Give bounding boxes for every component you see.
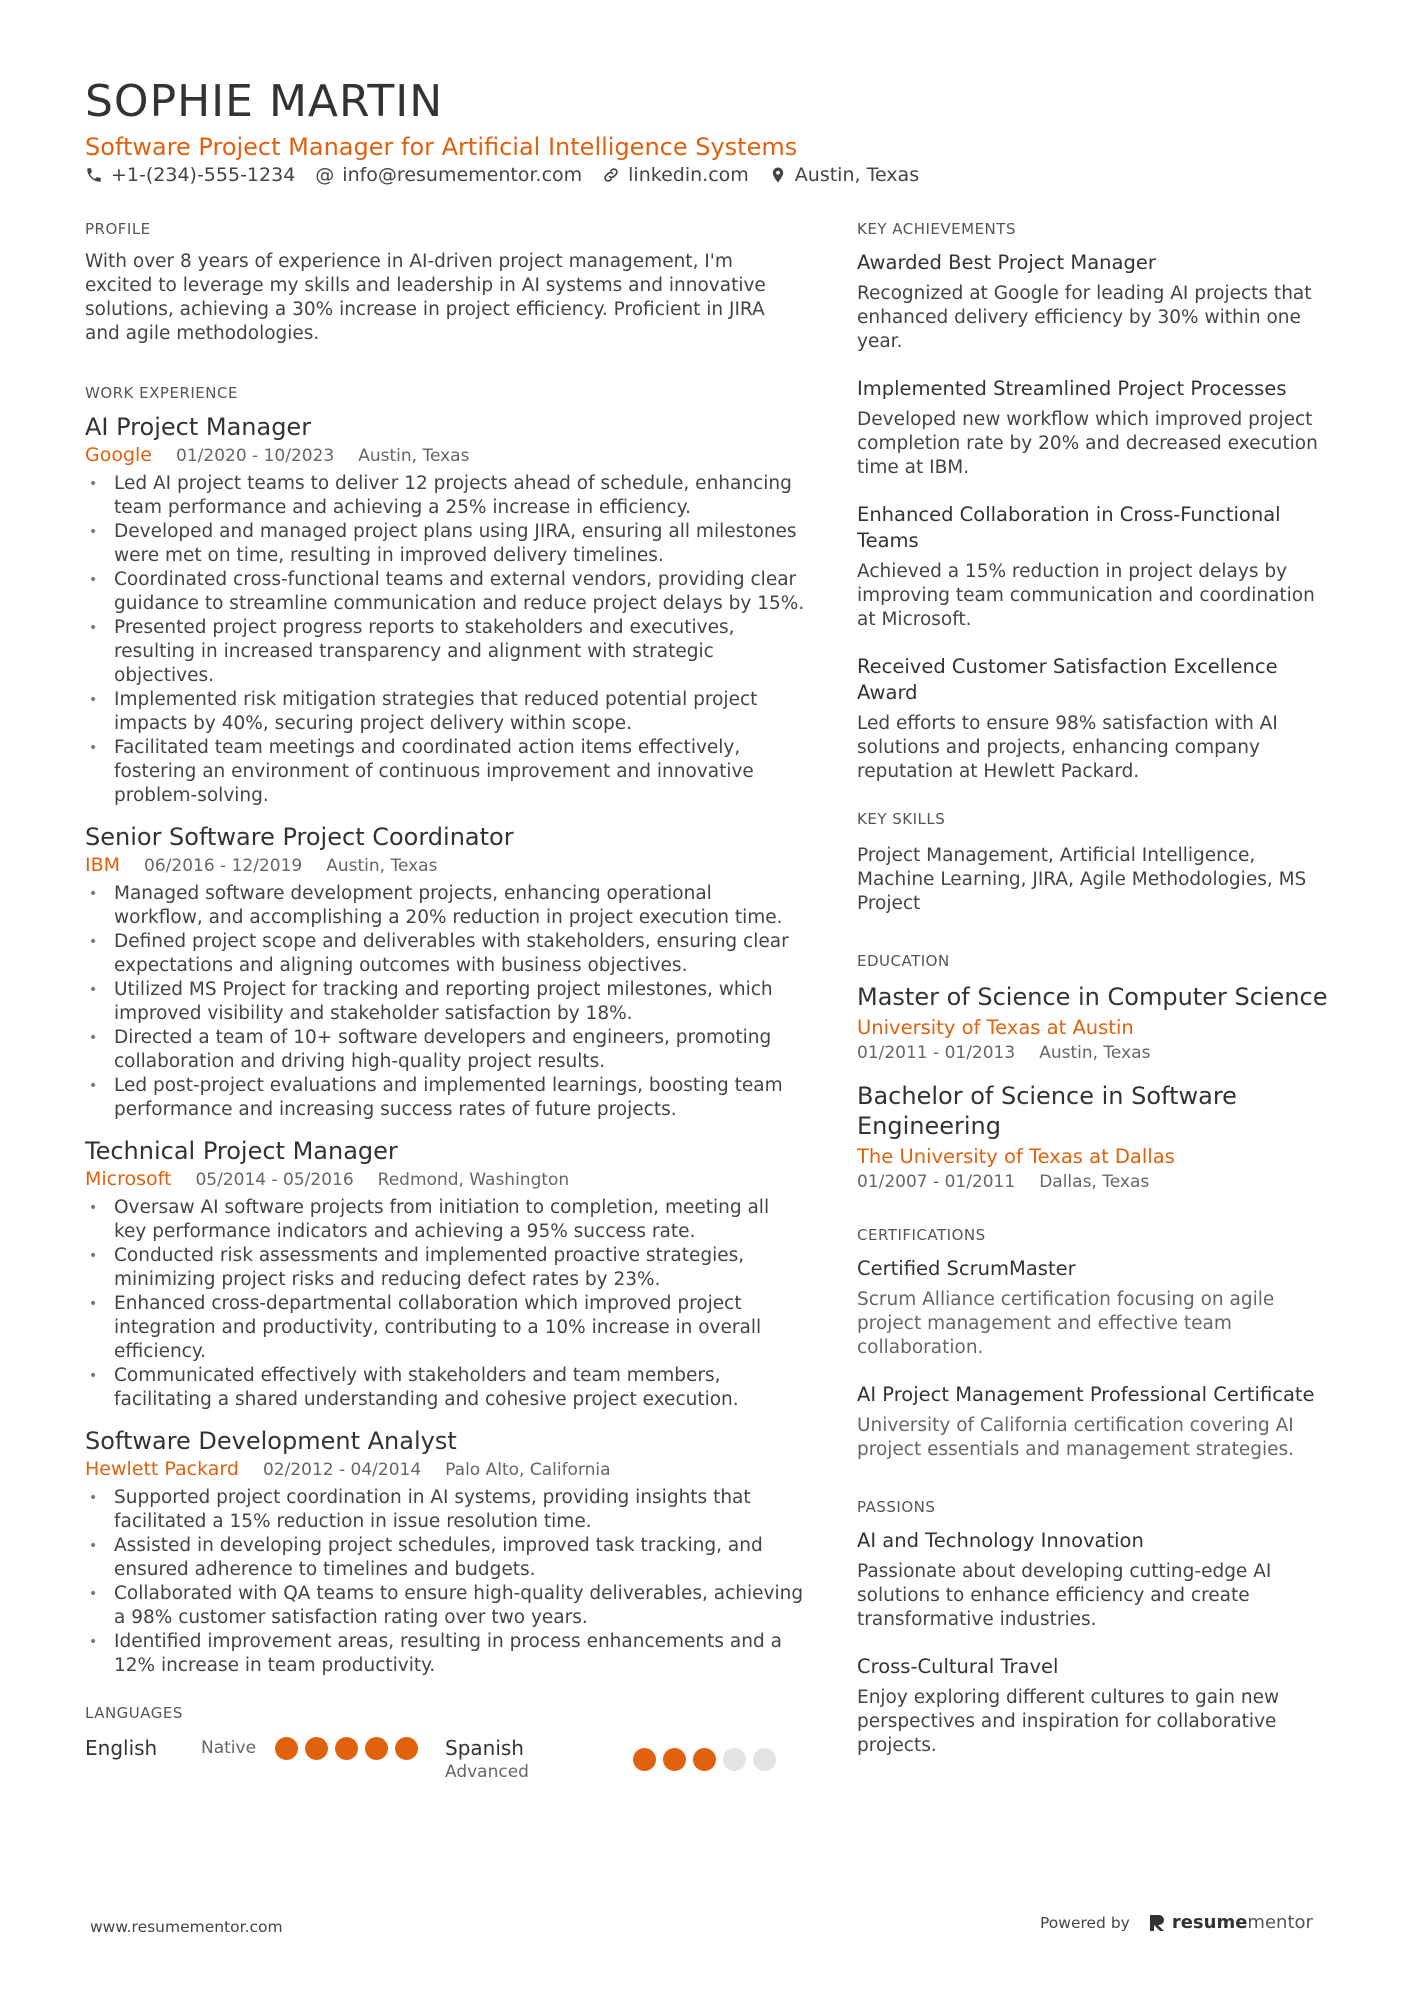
- passion-item: [857, 1528, 1337, 1632]
- link-icon: [602, 166, 620, 184]
- job-dates: 06/2016 - 12/2019: [144, 856, 303, 876]
- school-name: The University of Texas at Dallas: [857, 1145, 1175, 1168]
- company-name: Microsoft: [85, 1168, 172, 1190]
- job-entry: [85, 1426, 805, 1678]
- passions-section: [857, 1498, 1337, 1758]
- brand-bold: resume: [1171, 1912, 1248, 1933]
- achievement-item: [857, 376, 1337, 480]
- company-name: Google: [85, 444, 153, 466]
- job-title: AI Project Manager: [85, 413, 312, 441]
- language-rating: [633, 1748, 776, 1771]
- bullet-item: • Led AI project teams to deliver 12 projects ahead of schedule, enhancing team performance and achieving a 25% increase in efficiency.: [85, 472, 805, 520]
- job-location: Redmond, Washington: [377, 1170, 570, 1190]
- certification-item: [857, 1256, 1337, 1360]
- education-meta: [857, 1172, 1337, 1192]
- job-meta: [85, 444, 805, 466]
- language-name: English: [85, 1736, 158, 1760]
- degree-title: Bachelor of Science in Software Engineering: [857, 1082, 1237, 1140]
- bullet-item: • Supported project coordination in AI systems, providing insights that facilitated a 15% reduction in issue resolution time.: [85, 1486, 805, 1534]
- education-item: [857, 982, 1337, 1063]
- achievement-item: [857, 654, 1337, 784]
- degree-title: Master of Science in Computer Science: [857, 983, 1328, 1011]
- job-title: Technical Project Manager: [85, 1137, 398, 1165]
- bullet-item: • Developed and managed project plans using JIRA, ensuring all milestones were met on time, resulting in improved delivery timelines.: [85, 520, 805, 568]
- skills-text: Project Management, Artificial Intelligence, Machine Learning, JIRA, Agile Methodologies, MS Project: [857, 845, 1307, 914]
- job-dates: 02/2012 - 04/2014: [262, 1460, 422, 1480]
- bullet-item: • Assisted in developing project schedules, improved task tracking, and ensured adherence to timelines and budgets.: [85, 1534, 805, 1582]
- section-title: WORK EXPERIENCE: [85, 384, 238, 402]
- section-title: CERTIFICATIONS: [857, 1226, 986, 1244]
- left-column: [85, 220, 805, 1816]
- section-title: PROFILE: [85, 220, 151, 238]
- company-name: IBM: [85, 854, 121, 876]
- achievements-section: [857, 220, 1337, 784]
- linkedin-text[interactable]: linkedin.com: [628, 164, 749, 186]
- job-location: Austin, Texas: [358, 446, 470, 466]
- skills-section: [857, 810, 1337, 916]
- rating-dot: [693, 1748, 716, 1771]
- rating-dot: [753, 1748, 776, 1771]
- job-subtitle: Software Project Manager for Artificial Intelligence Systems: [85, 133, 798, 161]
- education-location: Dallas, Texas: [1039, 1172, 1150, 1192]
- bullet-item: • Identified improvement areas, resulting in process enhancements and a 12% increase in team productivity.: [85, 1630, 805, 1678]
- bullet-item: • Enhanced cross-departmental collaboration which improved project integration and productivity, contributing to a 10% increase in overall efficiency.: [85, 1292, 805, 1364]
- languages-section: [85, 1704, 805, 1782]
- language-rating: [275, 1737, 418, 1760]
- bullet-item: • Utilized MS Project for tracking and reporting project milestones, which improved visibility and stakeholder satisfaction by 18%.: [85, 978, 805, 1026]
- bullet-item: • Facilitated team meetings and coordinated action items effectively, fostering an environment of continuous improvement and innovative problem-solving.: [85, 736, 805, 808]
- location-pin-icon: [769, 166, 787, 184]
- bullet-item: • Implemented risk mitigation strategies that reduced potential project impacts by 40%, securing project delivery within scope.: [85, 688, 805, 736]
- company-name: Hewlett Packard: [85, 1458, 239, 1480]
- job-meta: [85, 854, 805, 876]
- job-meta: [85, 1168, 805, 1190]
- language-spanish: [445, 1736, 805, 1782]
- passion-desc: Passionate about developing cutting-edge AI solutions to enhance efficiency and create transformative industries.: [857, 1561, 1272, 1630]
- certification-item: [857, 1382, 1337, 1462]
- bullet-item: • Oversaw AI software projects from initiation to completion, meeting all key performance indicators and achieving a 95% success rate.: [85, 1196, 805, 1244]
- profile-text: With over 8 years of experience in AI-driven project management, I'm excited to leverage my skills and leadership in AI systems and innovative solutions, achieving a 30% increase in project efficiency. Proficient in JIRA and agile methodologies.: [85, 251, 766, 344]
- achievement-item: [857, 502, 1337, 632]
- at-icon: @: [315, 164, 335, 186]
- rating-dot: [275, 1737, 298, 1760]
- passion-desc: Enjoy exploring different cultures to gain new perspectives and inspiration for collaborative projects.: [857, 1687, 1280, 1756]
- footer-brand: [1040, 1912, 1313, 1933]
- passion-item: [857, 1654, 1337, 1758]
- powered-by-text: Powered by: [1040, 1913, 1130, 1932]
- contact-linkedin[interactable]: [602, 164, 749, 186]
- education-dates: 01/2007 - 01/2011: [857, 1172, 1016, 1192]
- rating-dot: [663, 1748, 686, 1771]
- job-bullets: [85, 1486, 805, 1678]
- passion-title: AI and Technology Innovation: [857, 1529, 1144, 1552]
- achievement-title: Received Customer Satisfaction Excellence Award: [857, 655, 1278, 704]
- language-name: Spanish: [445, 1736, 524, 1760]
- job-location: Palo Alto, California: [445, 1460, 611, 1480]
- school-name: University of Texas at Austin: [857, 1016, 1134, 1039]
- bullet-item: • Defined project scope and deliverables with stakeholders, ensuring clear expectations and aligning outcomes with business objectives.: [85, 930, 805, 978]
- education-section: [857, 952, 1337, 1192]
- education-location: Austin, Texas: [1039, 1043, 1151, 1063]
- certification-desc: Scrum Alliance certification focusing on agile project management and effective team collaboration.: [857, 1289, 1275, 1358]
- education-dates: 01/2011 - 01/2013: [857, 1043, 1016, 1063]
- certification-title: Certified ScrumMaster: [857, 1257, 1076, 1280]
- section-title: KEY SKILLS: [857, 810, 946, 828]
- language-level: Advanced: [445, 1762, 529, 1782]
- section-title: EDUCATION: [857, 952, 950, 970]
- job-bullets: [85, 882, 805, 1122]
- achievement-title: Enhanced Collaboration in Cross-Functional Teams: [857, 503, 1281, 552]
- achievement-item: [857, 250, 1337, 354]
- job-dates: 05/2014 - 05/2016: [195, 1170, 354, 1190]
- resumementor-logo-icon: [1148, 1913, 1166, 1933]
- location-text: Austin, Texas: [794, 164, 920, 186]
- certification-desc: University of California certification covering AI project essentials and management strategies.: [857, 1415, 1294, 1460]
- languages-row: [85, 1736, 805, 1782]
- passion-title: Cross-Cultural Travel: [857, 1655, 1059, 1678]
- rating-dot: [305, 1737, 328, 1760]
- job-bullets: [85, 472, 805, 808]
- education-item: [857, 1081, 1337, 1192]
- job-bullets: [85, 1196, 805, 1412]
- bullet-item: • Presented project progress reports to stakeholders and executives, resulting in increased transparency and alignment with strategic objectives.: [85, 616, 805, 688]
- rating-dot: [395, 1737, 418, 1760]
- contact-phone: [85, 164, 295, 186]
- section-title: LANGUAGES: [85, 1704, 183, 1722]
- achievement-title: Implemented Streamlined Project Processes: [857, 377, 1287, 400]
- certification-title: AI Project Management Professional Certificate: [857, 1383, 1315, 1406]
- bullet-item: • Conducted risk assessments and implemented proactive strategies, minimizing project risks and reducing defect rates by 23%.: [85, 1244, 805, 1292]
- achievement-title: Awarded Best Project Manager: [857, 251, 1156, 274]
- certifications-section: [857, 1226, 1337, 1462]
- job-entry: [85, 1136, 805, 1412]
- email-text[interactable]: info@resumementor.com: [342, 164, 583, 186]
- brand-name: [1172, 1912, 1313, 1933]
- achievement-desc: Recognized at Google for leading AI projects that enhanced delivery efficiency by 30% within one year.: [857, 283, 1312, 352]
- job-meta: [85, 1458, 805, 1480]
- brand-rest: mentor: [1247, 1912, 1313, 1933]
- contact-location: [769, 164, 919, 186]
- achievement-desc: Developed new workflow which improved project completion rate by 20% and decreased execution time at IBM.: [857, 409, 1318, 478]
- bullet-item: • Directed a team of 10+ software developers and engineers, promoting collaboration and driving high-quality project results.: [85, 1026, 805, 1074]
- bullet-item: • Led post-project evaluations and implemented learnings, boosting team performance and increasing success rates of future projects.: [85, 1074, 805, 1122]
- bullet-item: • Managed software development projects, enhancing operational workflow, and accomplishing a 20% reduction in project execution time.: [85, 882, 805, 930]
- contact-email[interactable]: [315, 164, 582, 186]
- right-column: [857, 220, 1337, 1792]
- candidate-name: SOPHIE MARTIN: [85, 76, 444, 127]
- profile-section: [85, 220, 805, 346]
- work-experience-section: [85, 384, 805, 1678]
- bullet-item: • Collaborated with QA teams to ensure high-quality deliverables, achieving a 98% customer satisfaction rating over two years.: [85, 1582, 805, 1630]
- brand-logo[interactable]: [1148, 1912, 1313, 1933]
- rating-dot: [335, 1737, 358, 1760]
- language-text: [445, 1736, 633, 1782]
- phone-icon: [85, 166, 103, 184]
- language-english: [85, 1736, 445, 1760]
- section-title: PASSIONS: [857, 1498, 936, 1516]
- education-meta: [857, 1043, 1337, 1063]
- contact-row: [85, 164, 919, 186]
- language-level: Native: [201, 1738, 257, 1758]
- job-title: Senior Software Project Coordinator: [85, 823, 514, 851]
- footer-website[interactable]: www.resumementor.com: [90, 1918, 283, 1936]
- job-title: Software Development Analyst: [85, 1427, 457, 1455]
- job-entry: [85, 412, 805, 808]
- phone-text: +1-(234)-555-1234: [111, 164, 296, 186]
- achievement-desc: Achieved a 15% reduction in project delays by improving team communication and coordination at Microsoft.: [857, 561, 1315, 630]
- rating-dot: [365, 1737, 388, 1760]
- job-entry: [85, 822, 805, 1122]
- job-dates: 01/2020 - 10/2023: [176, 446, 335, 466]
- job-location: Austin, Texas: [326, 856, 438, 876]
- bullet-item: • Communicated effectively with stakeholders and team members, facilitating a shared understanding and cohesive project execution.: [85, 1364, 805, 1412]
- rating-dot: [723, 1748, 746, 1771]
- section-title: KEY ACHIEVEMENTS: [857, 220, 1016, 238]
- rating-dot: [633, 1748, 656, 1771]
- achievement-desc: Led efforts to ensure 98% satisfaction with AI solutions and projects, enhancing company reputation at Hewlett Packard.: [857, 713, 1278, 782]
- bullet-item: • Coordinated cross-functional teams and external vendors, providing clear guidance to streamline communication and reduce project delays by 15%.: [85, 568, 805, 616]
